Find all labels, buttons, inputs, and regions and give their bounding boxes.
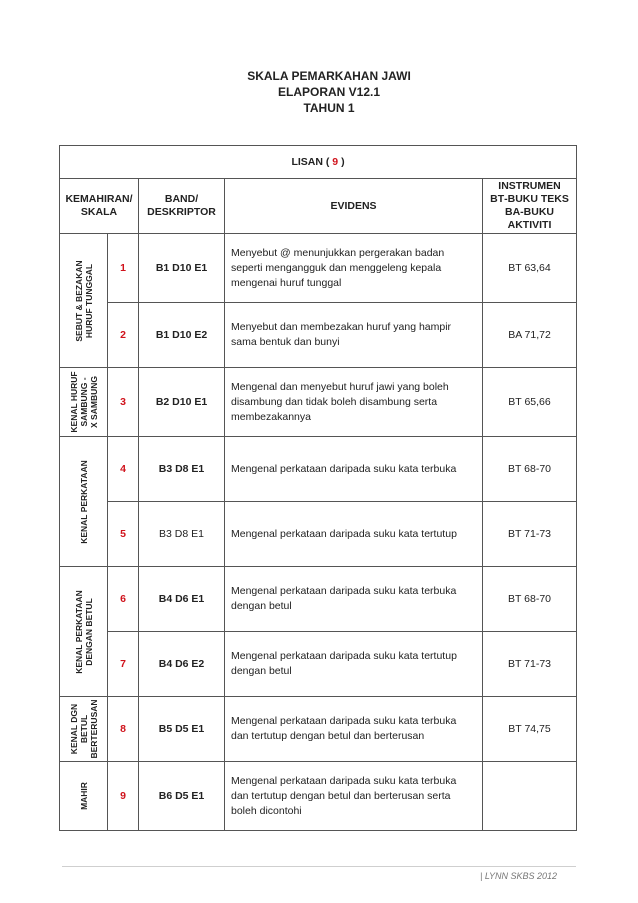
evidence-text: Mengenal perkataan daripada suku kata terbuka dan tertutup dengan betul dan berterusan serta boleh dicontohi (225, 762, 483, 831)
evidence-text: Mengenal perkataan daripada suku kata tertutup dengan betul (225, 632, 483, 697)
section-number: 9 (332, 156, 339, 168)
rubric-table (59, 145, 577, 831)
skill-cell (60, 234, 108, 368)
skill-cell (60, 697, 108, 762)
section-suffix: ) (341, 156, 345, 168)
instrument-ref: BT 71-73 (483, 632, 577, 697)
table-row (60, 697, 577, 762)
instrument-ref (483, 762, 577, 831)
instrument-label: -BUKU AKTIVITI (507, 206, 554, 231)
scale-number: 1 (108, 234, 139, 303)
band-code: B6 D5 E1 (139, 762, 225, 831)
scale-number: 7 (108, 632, 139, 697)
evidence-text: Mengenal perkataan daripada suku kata tertutup (225, 502, 483, 567)
skill-label: SEBUT & BEZAKAN (73, 259, 84, 342)
table-row (60, 437, 577, 502)
instrument-ref: BT 63,64 (483, 234, 577, 303)
header-text: SKALA (80, 206, 118, 218)
evidence-text: Menyebut dan membezakan huruf yang hampir sama bentuk dan bunyi (225, 303, 483, 368)
scale-number: 2 (108, 303, 139, 368)
section-prefix: LISAN ( (291, 156, 330, 168)
table-row (60, 303, 577, 368)
skill-cell (60, 567, 108, 697)
band-header (139, 179, 225, 234)
skill-scale-header (60, 179, 139, 234)
scale-number: 4 (108, 437, 139, 502)
table-row (60, 368, 577, 437)
band-code: B1 D10 E2 (139, 303, 225, 368)
document-title (0, 68, 638, 116)
skill-label: X SAMBUNG (88, 376, 99, 428)
scale-number: 5 (108, 502, 139, 567)
instrument-ref: BT 71-73 (483, 502, 577, 567)
band-code: B3 D8 E1 (139, 437, 225, 502)
instrument-code: BA (505, 206, 521, 218)
band-code: B3 D8 E1 (139, 502, 225, 567)
instrument-ref: BT 74,75 (483, 697, 577, 762)
table-row (60, 567, 577, 632)
skill-cell (60, 368, 108, 437)
skill-label: KENAL PERKATAAN (78, 459, 89, 544)
band-code: B4 D6 E1 (139, 567, 225, 632)
evidence-text: Mengenal perkataan daripada suku kata terbuka (225, 437, 483, 502)
skill-label: BERTERUSAN (88, 699, 99, 759)
scale-number: 8 (108, 697, 139, 762)
header-text: KEMAHIRAN/ (65, 193, 133, 205)
scale-number: 6 (108, 567, 139, 632)
title-line: TAHUN 1 (303, 101, 355, 115)
table-row (60, 762, 577, 831)
header-text: BAND/ (164, 193, 199, 205)
header-text: INSTRUMEN (498, 180, 561, 192)
evidence-text: Mengenal dan menyebut huruf jawi yang boleh disambung dan tidak boleh disambung serta membezakannya (225, 368, 483, 437)
band-code: B1 D10 E1 (139, 234, 225, 303)
instrument-ref: BT 68-70 (483, 437, 577, 502)
evidence-header: EVIDENS (225, 179, 483, 234)
table-row (60, 632, 577, 697)
evidence-text: Mengenal perkataan daripada suku kata terbuka dengan betul (225, 567, 483, 632)
skill-label: KENAL PERKATAAN (73, 589, 84, 674)
table-row (60, 234, 577, 303)
instrument-ref: BA 71,72 (483, 303, 577, 368)
skill-label: DENGAN BETUL (83, 597, 94, 666)
title-line: ELAPORAN V12.1 (277, 85, 381, 99)
table-row (60, 502, 577, 567)
skill-cell (60, 762, 108, 831)
instrument-code: BT (490, 193, 505, 205)
instrument-ref: BT 68-70 (483, 567, 577, 632)
skill-label: KENAL HURUF (68, 371, 79, 433)
footer-divider (62, 866, 576, 867)
skill-label: MAHIR (78, 782, 89, 810)
scale-number: 3 (108, 368, 139, 437)
section-header (60, 146, 577, 179)
band-code: B4 D6 E2 (139, 632, 225, 697)
evidence-text: Menyebut @ menunjukkan pergerakan badan seperti mengangguk dan menggeleng kepala mengenai huruf tunggal (225, 234, 483, 303)
scale-number: 9 (108, 762, 139, 831)
skill-cell (60, 437, 108, 567)
instrument-label: -BUKU TEKS (504, 193, 569, 205)
instrument-ref: BT 65,66 (483, 368, 577, 437)
band-code: B2 D10 E1 (139, 368, 225, 437)
skill-label: SAMBUNG - (78, 377, 89, 427)
instrument-header (483, 179, 577, 234)
skill-label: BETUL (78, 714, 89, 744)
skill-label: HURUF TUNGGAL (83, 263, 94, 338)
title-line: SKALA PEMARKAHAN JAWI (247, 69, 411, 83)
header-text: DESKRIPTOR (147, 206, 216, 218)
evidence-text: Mengenal perkataan daripada suku kata terbuka dan tertutup dengan betul dan berterusan (225, 697, 483, 762)
band-code: B5 D5 E1 (139, 697, 225, 762)
skill-label: KENAL DGN (68, 703, 79, 755)
footer-text: | LYNN SKBS 2012 (480, 871, 558, 881)
